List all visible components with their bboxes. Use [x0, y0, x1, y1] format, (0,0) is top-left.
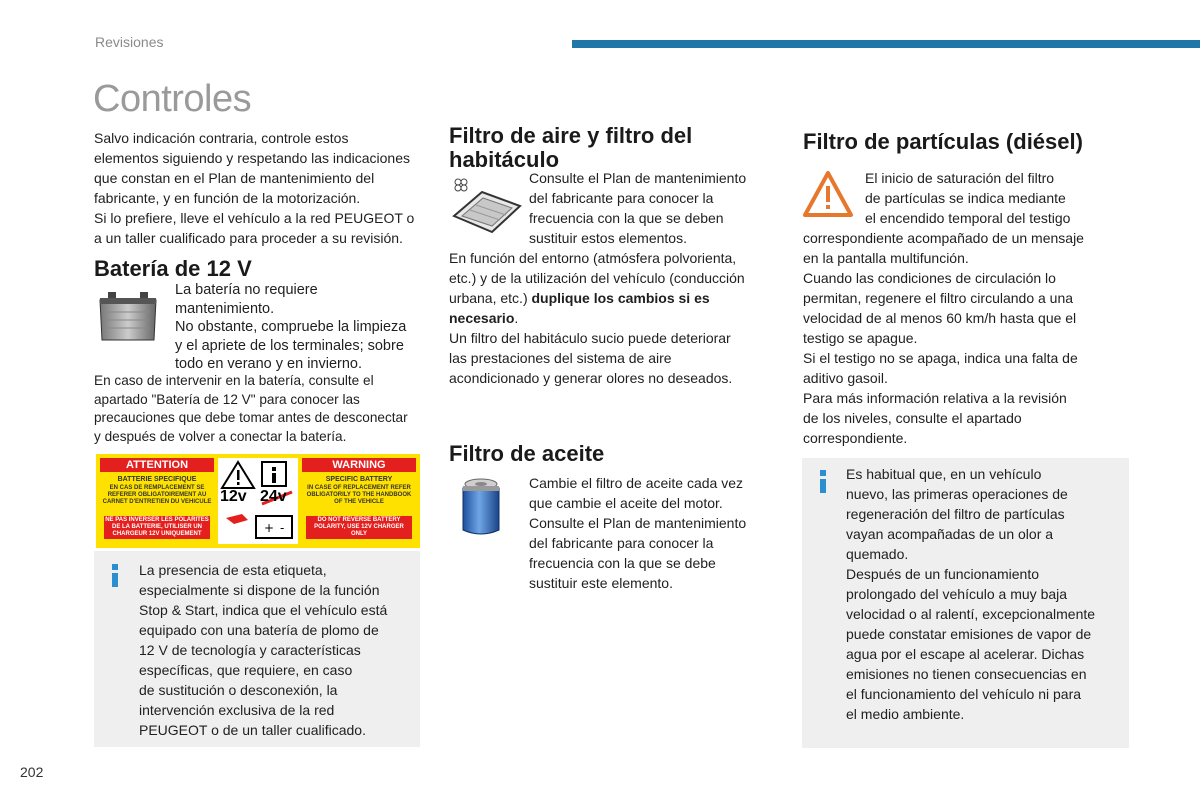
particle-filter-heading: Filtro de partículas (diésel) [803, 129, 1083, 154]
bold-text: necesario [449, 310, 515, 326]
text-line: nuevo, las primeras operaciones de [846, 486, 1068, 502]
text-line: del fabricante para conocer la [529, 535, 714, 551]
battery-icon [96, 290, 160, 344]
text-line: Consulte el Plan de mantenimiento [529, 515, 747, 531]
text-line: equipado con una batería de plomo de [139, 622, 379, 638]
text-line [449, 308, 779, 328]
particle-info-box [802, 458, 1129, 748]
text-line: de los niveles, consulte el apartado [803, 410, 1022, 426]
text-line: No obstante, compruebe la limpieza [175, 319, 407, 335]
particle-filter-text-right [865, 168, 1125, 228]
text-line [449, 288, 779, 308]
text-line: PEUGEOT o de un taller cualificado. [139, 722, 366, 738]
label-volt-bad: 24v [260, 488, 287, 505]
label-right-bottom: DO NOT REVERSE BATTERY POLARITY, USE 12V CHARGER ONLY [306, 516, 412, 539]
svg-text:-: - [280, 521, 285, 535]
text-line: correspondiente acompañado de un mensaje [803, 230, 1084, 246]
text-line: acondicionado y generar olores no deseados. [449, 370, 733, 386]
text-line: y después de volver a conectar la batería. [94, 428, 347, 444]
text-line: precauciones que debe tomar antes de desconectar [94, 410, 408, 425]
text-line: La presencia de esta etiqueta, [139, 562, 327, 578]
text-line: emisiones no tienen consecuencias en [846, 666, 1087, 682]
heading-line: Filtro de aire y filtro del [449, 123, 693, 148]
text-line: prolongado del vehículo a muy baja [846, 586, 1068, 602]
text-line: correspondiente. [803, 430, 908, 446]
label-left-top: BATTERIE SPECIFIQUE [117, 476, 197, 483]
text-span: . [514, 310, 519, 326]
text-line: en la pantalla multifunción. [803, 250, 969, 266]
text-line: Stop & Start, indica que el vehículo está [139, 602, 388, 618]
intro-line: a un taller cualificado para proceder a su revisión. [94, 230, 403, 246]
text-line: Después de un funcionamiento [846, 566, 1040, 582]
text-line: especialmente si dispone de la función [139, 582, 380, 598]
bold-text: duplique los cambios si es [531, 290, 710, 306]
section-label: Revisiones [95, 34, 164, 50]
text-line: puede constatar emisiones de vapor de [846, 626, 1092, 642]
text-line: sustituir este elemento. [529, 575, 673, 591]
text-line: regeneración del filtro de partículas [846, 506, 1065, 522]
page-title: Controles [93, 78, 252, 120]
label-warning: WARNING [302, 458, 416, 472]
oil-filter-icon [458, 476, 504, 538]
text-line: del fabricante para conocer la [529, 190, 714, 206]
text-line: sustituir estos elementos. [529, 230, 687, 246]
text-line: Es habitual que, en un vehículo [846, 466, 1042, 482]
label-volt-ok: 12v [220, 488, 247, 505]
text-line: frecuencia con la que se debe [529, 555, 716, 571]
intro-line: elementos siguiendo y respetando las indicaciones [94, 150, 410, 166]
battery-heading: Batería de 12 V [94, 256, 252, 281]
intro-text [94, 128, 424, 248]
label-left-bottom: NE PAS INVERSER LES POLARITES DE LA BATTERIE, UTILISER UN CHARGEUR 12V UNIQUEMENT [105, 517, 209, 537]
text-line: Un filtro del habitáculo sucio puede deteriorar [449, 330, 731, 346]
intro-line: Salvo indicación contraria, controle estos [94, 130, 349, 146]
text-line: velocidad de al menos 60 km/h hasta que el [803, 310, 1077, 326]
text-span: urbana, etc.) [449, 290, 528, 306]
info-icon [820, 470, 826, 493]
intro-line: Si lo prefiere, lleve el vehículo a la red PEUGEOT o [94, 210, 415, 226]
text-line: aditivo gasoil. [803, 370, 888, 386]
text-line: el funcionamiento del vehículo ni para [846, 686, 1082, 702]
air-filter-text [449, 248, 779, 388]
text-line: frecuencia con la que se deben [529, 210, 724, 226]
text-line: La batería no requiere [175, 282, 318, 298]
battery-text [94, 372, 424, 446]
text-line: apartado "Batería de 12 V" para conocer las [94, 391, 360, 407]
text-line: de partículas se indica mediante [865, 190, 1066, 206]
warning-triangle-icon [802, 170, 854, 218]
battery-info-box [94, 551, 420, 747]
intro-line: que constan en el Plan de mantenimiento del [94, 170, 375, 186]
text-line: las prestaciones del sistema de aire [449, 350, 672, 366]
text-line: Si el testigo no se apaga, indica una falta de [803, 350, 1078, 366]
text-line: Consulte el Plan de mantenimiento [529, 170, 747, 186]
air-filter-heading [449, 124, 692, 172]
battery-text-right [175, 281, 425, 374]
text-line: En función del entorno (atmósfera polvorienta, [449, 250, 737, 266]
text-line: de sustitución o desconexión, la [139, 682, 338, 698]
text-line: Cambie el filtro de aceite cada vez [529, 475, 743, 491]
info-icon [112, 564, 118, 587]
text-line: intervención exclusiva de la red [139, 702, 335, 718]
air-filter-icon [452, 176, 522, 234]
oil-filter-heading: Filtro de aceite [449, 441, 605, 466]
text-line: Cuando las condiciones de circulación lo [803, 270, 1056, 286]
text-line: vayan acompañadas de un olor a [846, 526, 1054, 542]
text-line: el medio ambiente. [846, 706, 965, 722]
text-line: En caso de intervenir en la batería, consulte el [94, 373, 374, 388]
text-line: permitan, regenere el filtro circulando a una [803, 290, 1074, 306]
heading-line: habitáculo [449, 147, 560, 172]
particle-info-text [846, 464, 1129, 724]
page-number: 202 [20, 764, 44, 780]
text-line: que cambie el aceite del motor. [529, 495, 723, 511]
text-line: quemado. [846, 546, 909, 562]
text-line: específicas, que requiere, en caso [139, 662, 353, 678]
air-filter-text-right [529, 168, 779, 248]
battery-info-text [139, 560, 419, 740]
text-line: todo en verano y en invierno. [175, 356, 363, 372]
text-line: El inicio de saturación del filtro [865, 170, 1055, 186]
text-line: 12 V de tecnología y características [139, 642, 361, 658]
text-line: etc.) y de la utilización del vehículo (conducción [449, 270, 745, 286]
label-left-top-sub: EN CAS DE REMPLACEMENT SE REFERER OBLIGATOIREMENT AU CARNET D'ENTRETIEN DU VEHICULE [102, 485, 212, 505]
text-line: y el apriete de los terminales; sobre [175, 337, 404, 354]
label-attention: ATTENTION [100, 458, 214, 472]
label-right-top-sub: IN CASE OF REPLACEMENT REFER OBLIGATORILY TO THE HANDBOOK OF THE VEHICLE [306, 485, 412, 505]
label-center-panel [218, 458, 298, 544]
oil-filter-text [529, 473, 779, 593]
particle-filter-text [803, 228, 1133, 448]
header-accent-bar [572, 40, 1200, 48]
text-line: agua por el escape al acelerar. Dichas [846, 646, 1085, 662]
text-line: Para más información relativa a la revisión [803, 390, 1067, 406]
text-line: el encendido temporal del testigo [865, 210, 1071, 226]
battery-warning-label [96, 454, 420, 548]
intro-line: fabricante, y en función de la motorización. [94, 190, 361, 206]
label-right-top: SPECIFIC BATTERY [325, 476, 393, 483]
text-line: velocidad o al ralentí, excepcionalmente [846, 606, 1096, 622]
text-line: testigo se apague. [803, 330, 918, 346]
text-line: mantenimiento. [175, 300, 275, 317]
svg-text:+: + [264, 521, 275, 535]
